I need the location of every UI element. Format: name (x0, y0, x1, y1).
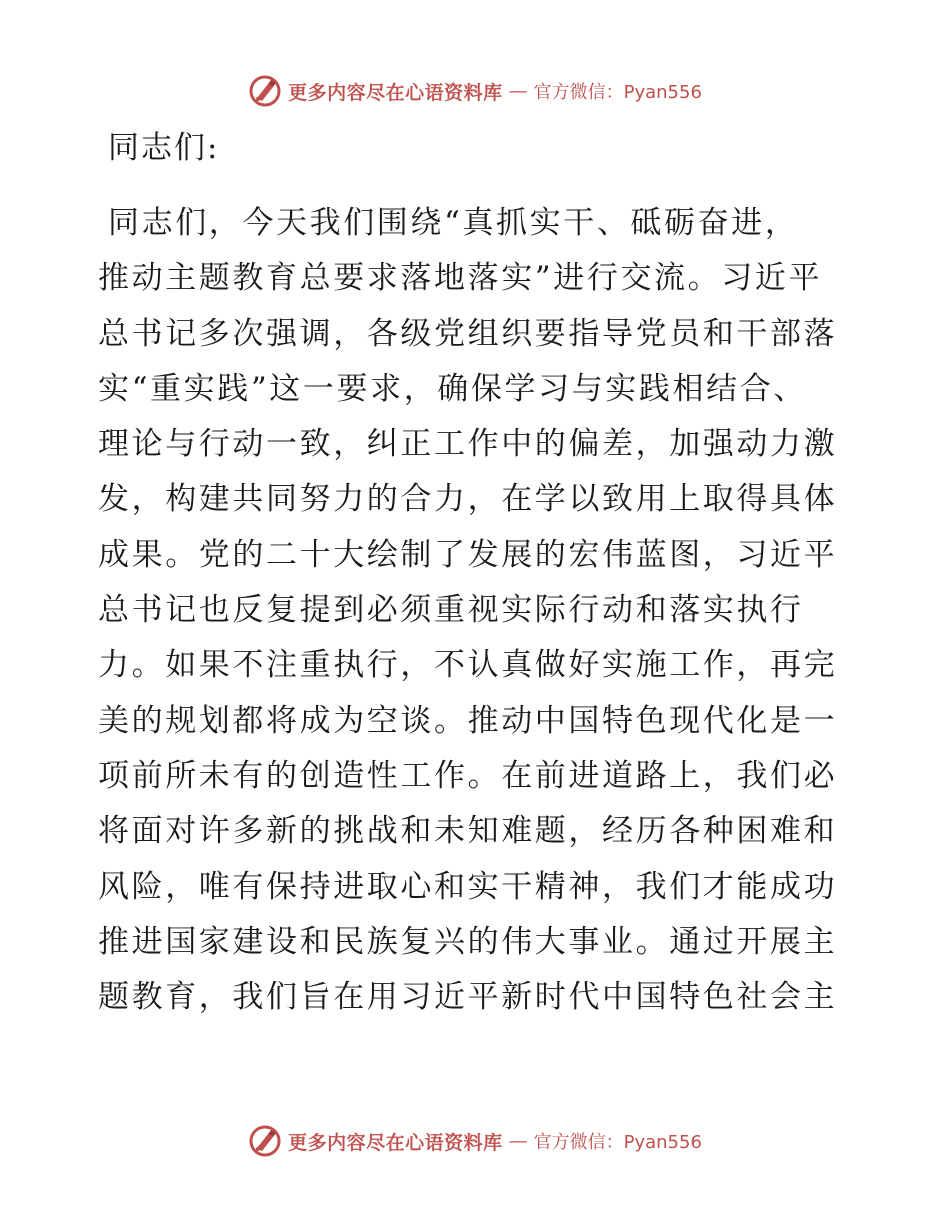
text-line: 项前所未有的创造性工作。在前进道路上，我们必 (98, 757, 838, 794)
text-line: 同志们，今天我们围绕“真抓实干、砥砺奋进， (108, 205, 799, 241)
banner-title: 更多内容尽在心语资料库 (288, 1131, 503, 1154)
footer-banner (0, 1121, 950, 1161)
text-line: 推动主题教育总要求落地落实”进行交流。习近平 (98, 260, 823, 297)
text-line: 美的规划都将成为空谈。推动中国特色现代化是一 (98, 702, 838, 739)
text-line: 力。如果不注重执行，不认真做好实施工作，再完 (98, 647, 838, 684)
greeting: 同志们: (108, 130, 220, 166)
banner-title: 更多内容尽在心语资料库 (288, 81, 503, 104)
text-line: 将面对许多新的挑战和未知难题，经历各种困难和 (98, 813, 838, 850)
banner-separator: — (508, 80, 528, 102)
text-line: 风险，唯有保持进取心和实干精神，我们才能成功 (98, 868, 838, 905)
text-line: 发，构建共同努力的合力，在学以致用上取得具体 (98, 481, 838, 518)
text-line: 总书记也反复提到必须重视实际行动和落实执行 (98, 592, 804, 629)
brand-logo-icon (248, 74, 282, 108)
banner-wechat: 官方微信：Pyan556 (533, 1132, 702, 1153)
text-line: 总书记多次强调，各级党组织要指导党员和干部落 (98, 315, 838, 352)
text-line: 成果。党的二十大绘制了发展的宏伟蓝图，习近平 (98, 536, 838, 573)
header-banner (0, 71, 950, 111)
text-line: 理论与行动一致，纠正工作中的偏差，加强动力激 (98, 426, 838, 463)
banner-separator: — (508, 1130, 528, 1152)
body-paragraph (98, 196, 858, 1025)
banner-wechat: 官方微信：Pyan556 (533, 82, 702, 103)
brand-logo-icon (248, 1124, 282, 1158)
text-line: 实“重实践”这一要求，确保学习与实践相结合、 (98, 370, 807, 407)
text-line: 题教育，我们旨在用习近平新时代中国特色社会主 (98, 979, 838, 1016)
text-line: 推进国家建设和民族复兴的伟大事业。通过开展主 (98, 923, 838, 960)
